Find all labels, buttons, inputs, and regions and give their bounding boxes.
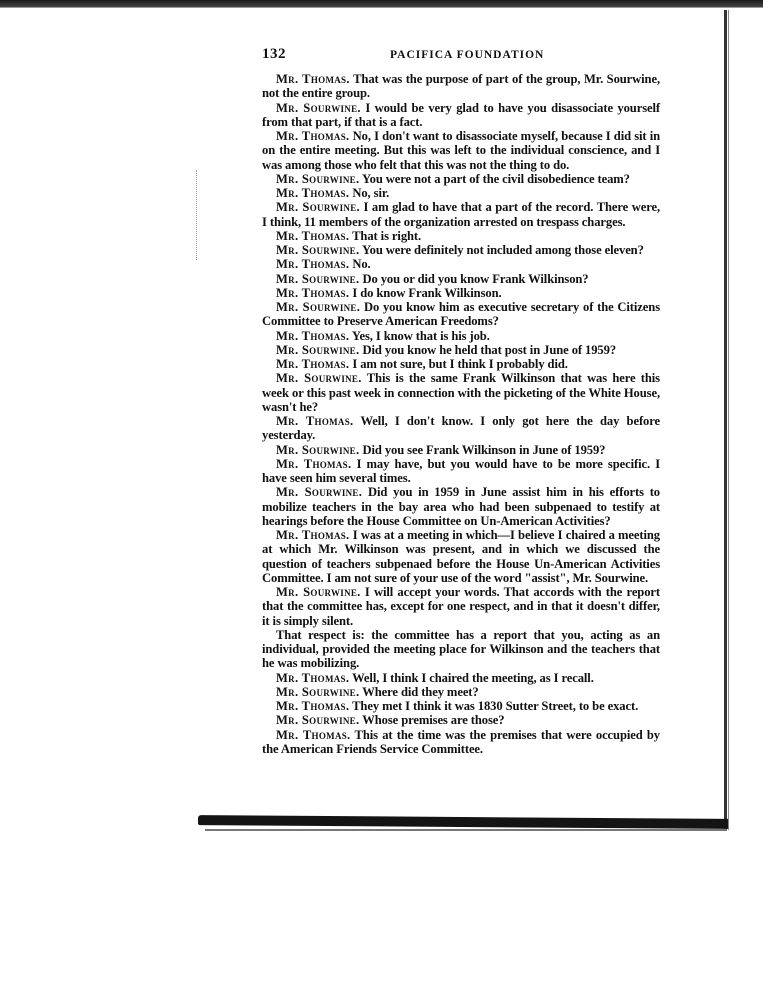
speech-text: No, I don't want to disassociate myself, because I did sit in on the entire meeting. But this was left to the individual conscience, and I was among those who felt that this was not the thing to do. [262, 129, 660, 172]
speaker-name: Mr. Sourwine. [276, 713, 360, 728]
transcript-paragraph [262, 713, 660, 727]
speech-text: I do know Frank Wilkinson. [349, 285, 502, 300]
transcript-paragraph [262, 371, 660, 414]
speech-text: Do you or did you know Frank Wilkinson? [359, 271, 589, 286]
right-scan-edge-shadow [728, 10, 729, 830]
top-scan-edge-shadow [0, 7, 763, 8]
transcript-paragraph [262, 528, 660, 585]
speech-text: No, sir. [349, 186, 390, 200]
transcript-paragraph [262, 699, 660, 713]
speaker-name: Mr. Thomas. [276, 285, 350, 300]
running-head: PACIFICA FOUNDATION [390, 49, 545, 61]
speech-text: This at the time was the premises that were occupied by the American Friends Service Committee. [262, 727, 661, 756]
transcript-paragraph [262, 186, 660, 200]
speaker-name: Mr. Sourwine. [276, 684, 360, 699]
speech-text: Did you see Frank Wilkinson in June of 1959? [359, 442, 606, 457]
speaker-name: Mr. Thomas. [276, 727, 351, 742]
speech-text: Do you know him as executive secretary of the Citizens Committee to Preserve American Freedoms? [262, 300, 660, 329]
page-header [262, 46, 660, 66]
transcript-paragraph [262, 329, 660, 343]
speech-text: Well, I think I chaired the meeting, as I recall. [349, 670, 594, 685]
speaker-name: Mr. Thomas. [276, 328, 350, 343]
speaker-name: Mr. Thomas. [276, 228, 350, 243]
speaker-name: Mr. Sourwine. [276, 100, 361, 115]
speaker-name: Mr. Sourwine. [276, 485, 363, 500]
speaker-name: Mr. Sourwine. [276, 342, 360, 357]
bottom-scan-edge-shadow [205, 829, 727, 831]
transcript-paragraph [262, 414, 660, 443]
speech-text: Whose premises are those? [359, 713, 505, 728]
speech-text: Yes, I know that is his job. [349, 328, 490, 343]
speaker-name: Mr. Thomas. [276, 186, 350, 200]
transcript-paragraph [262, 200, 660, 229]
right-scan-edge [724, 10, 727, 830]
transcript-paragraph [262, 485, 660, 528]
transcript-paragraph [262, 129, 660, 172]
speaker-name: Mr. Sourwine. [276, 200, 360, 215]
margin-specks [196, 170, 199, 260]
speech-text: I will accept your words. That accords with the report that the committee has, except for one respect, and in that it doesn't differ, it is simply silent. [262, 585, 660, 628]
speaker-name: Mr. Sourwine. [276, 243, 360, 257]
page-number: 132 [262, 46, 286, 62]
speaker-name: Mr. Sourwine. [276, 442, 360, 457]
speaker-name: Mr. Thomas. [276, 528, 350, 542]
speaker-name: Mr. Thomas. [276, 670, 350, 685]
transcript-paragraph [262, 229, 660, 243]
transcript-paragraph [262, 286, 660, 300]
speech-text: That respect is: the committee has a report that you, acting as an individual, provided the meeting place for Wilkinson and the teachers that he was mobilizing. [262, 627, 660, 671]
speaker-name: Mr. Sourwine. [276, 171, 360, 186]
speech-text: No. [349, 257, 371, 272]
speech-text: I am glad to have that a part of the record. There were, I think, 11 members of the organization arrested on trespass charges. [262, 200, 660, 229]
transcript-paragraph [262, 300, 660, 329]
transcript-body [262, 72, 660, 756]
transcript-paragraph [262, 671, 660, 685]
top-scan-edge [0, 0, 763, 7]
transcript-paragraph [262, 101, 660, 130]
transcript-paragraph [262, 272, 660, 286]
transcript-paragraph [262, 685, 660, 699]
speaker-name: Mr. Thomas. [276, 257, 350, 272]
transcript-paragraph [262, 243, 660, 257]
transcript-paragraph [262, 257, 660, 271]
speech-text: Well, I don't know. I only got here the day before yesterday. [262, 414, 660, 443]
transcript-paragraph [262, 728, 660, 757]
speech-text: Did you in 1959 in June assist him in his efforts to mobilize teachers in the bay area who had been subpenaed to testify at hearings before the House Committee on Un-American Activities? [262, 485, 660, 528]
speaker-name: Mr. Thomas. [276, 699, 350, 713]
speaker-name: Mr. Thomas. [276, 72, 350, 86]
transcript-paragraph [262, 343, 660, 357]
speech-text: This is the same Frank Wilkinson that was here this week or this past week in connection with the picketing of the White House, wasn't he? [262, 371, 660, 414]
speech-text: They met I think it was 1830 Sutter Street, to be exact. [349, 699, 639, 713]
transcript-paragraph [262, 457, 660, 486]
transcript-paragraph [262, 443, 660, 457]
speech-text: Where did they meet? [359, 684, 479, 699]
speech-text: You were definitely not included among those eleven? [359, 243, 644, 257]
speaker-name: Mr. Sourwine. [276, 371, 362, 386]
transcript-paragraph [262, 585, 660, 628]
speaker-name: Mr. Sourwine. [276, 585, 361, 599]
speech-text: I was at a meeting in which—I believe I chaired a meeting at which Mr. Wilkinson was present, and in which we discussed the question of teachers subpenaed before the House Un-American Activities Committee. I am not sure of your use of the word "assist", Mr. Sourwine. [262, 528, 661, 585]
speaker-name: Mr. Sourwine. [276, 271, 360, 286]
speaker-name: Mr. Thomas. [276, 414, 354, 428]
transcript-paragraph [262, 72, 660, 101]
speech-text: I would be very glad to have you disassociate yourself from that part, if that is a fact. [262, 100, 660, 129]
bottom-scan-edge [198, 815, 728, 829]
speech-text: You were not a part of the civil disobedience team? [359, 171, 630, 186]
speaker-name: Mr. Thomas. [276, 456, 352, 471]
speech-text: Did you know he held that post in June of 1959? [359, 342, 617, 357]
speaker-name: Mr. Thomas. [276, 357, 350, 371]
transcript-paragraph [262, 357, 660, 371]
speech-text: That was the purpose of part of the group, Mr. Sourwine, not the entire group. [262, 72, 660, 101]
speech-text: That is right. [349, 228, 422, 243]
transcript-paragraph [262, 172, 660, 186]
speech-text: I may have, but you would have to be more specific. I have seen him several times. [262, 456, 661, 485]
speech-text: I am not sure, but I think I probably did. [349, 357, 568, 371]
transcript-paragraph [262, 628, 660, 671]
speaker-name: Mr. Sourwine. [276, 300, 361, 314]
speaker-name: Mr. Thomas. [276, 129, 350, 143]
